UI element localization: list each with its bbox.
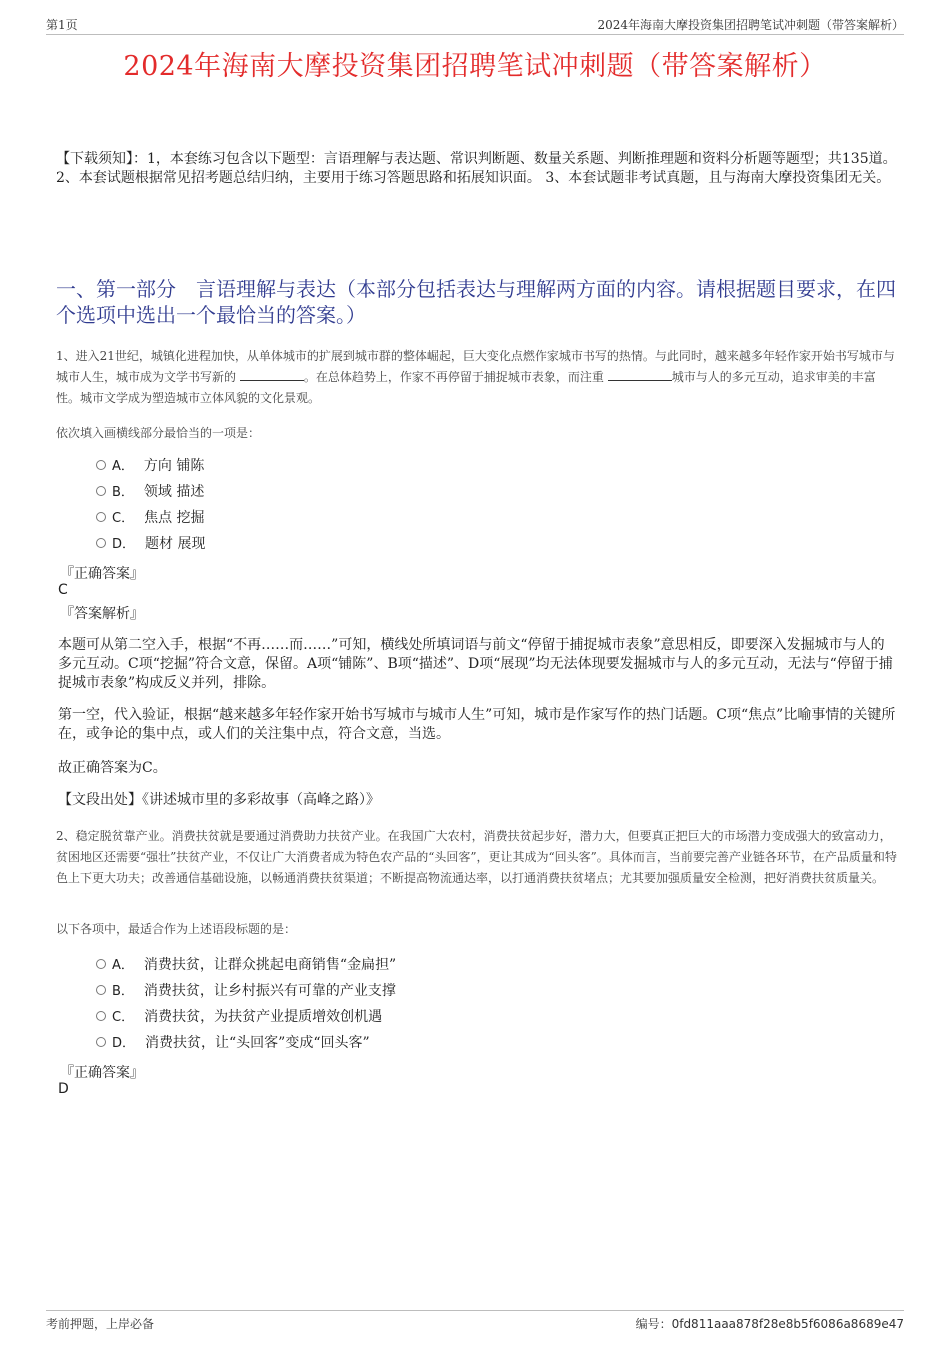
q2-answer-label: 『正确答案』	[60, 1065, 144, 1081]
q1-option-c[interactable]: C． 焦点 挖掘	[96, 508, 205, 528]
section-title: 一、第一部分 言语理解与表达（本部分包括表达与理解两方面的内容。请根据题目要求，在四个选项中选出一个最恰当的答案。）	[56, 277, 896, 327]
q1-analysis-para-2: 第一空，代入验证，根据“越来越多年轻作家开始书写城市与城市人生”可知，城市是作家写作的热门话题。C项“焦点”比喻事情的关键所在，或争论的集中点，或人们的关注集中点，符合文意，当选。	[58, 707, 896, 742]
download-notice: 【下载须知】：1，本套练习包含以下题型：言语理解与表达题、常识判断题、数量关系题、判断推理题和资料分析题等题型；共135道。 2、本套试题根据常见招考题总结归纳，主要用于练习答题思路和拓展知识面。 3、本套试题非考试真题，且与海南大摩投资集团无关。	[56, 151, 897, 186]
fill-blank-1	[240, 369, 304, 381]
q2-option-d[interactable]: D． 消费扶贫，让“头回客”变成“回头客”	[96, 1033, 370, 1053]
question-1-stem: 1、进入21世纪，城镇化进程加快，从单体城市的扩展到城市群的整体崛起，巨大变化点燃作家城市书写的热情。与此同时，越来越多年轻作家开始书写城市与城市人生，城市成为文学书写新的 。在总体趋势上，作家不再停留于捕捉城市表象，而注重 城市与人的多元互动，追求审美的丰富性。城市文学成为塑造城市立体风貌的文化景观。	[56, 349, 895, 405]
q1-analysis-conclusion: 故正确答案为C。	[58, 760, 167, 776]
q1-analysis-para-1: 本题可从第二空入手，根据“不再……而……”可知，横线处所填词语与前文“停留于捕捉城市表象”意思相反，即要深入发掘城市与人的多元互动。C项“挖掘”符合文意，保留。A项“铺陈”、B项“描述”、D项“展现”均无法体现要发掘城市与人的多元互动，无法与“停留于捕捉城市表象”构成反义并列，排除。	[58, 637, 893, 691]
question-2-prompt: 以下各项中，最适合作为上述语段标题的是：	[56, 922, 297, 936]
fill-blank-2	[608, 369, 672, 381]
q2-option-b[interactable]: B． 消费扶贫，让乡村振兴有可靠的产业支撑	[96, 981, 396, 1001]
q1-analysis-label: 『答案解析』	[60, 606, 144, 622]
page-number: 第1页	[46, 18, 78, 32]
radio-icon[interactable]	[96, 959, 106, 969]
q1-answer-label: 『正确答案』	[60, 566, 144, 582]
header-doc-title: 2024年海南大摩投资集团招聘笔试冲刺题（带答案解析）	[597, 18, 904, 32]
footer-slogan: 考前押题，上岸必备	[46, 1317, 155, 1331]
question-1-prompt: 依次填入画横线部分最恰当的一项是：	[56, 426, 261, 440]
radio-icon[interactable]	[96, 1011, 106, 1021]
q2-option-c[interactable]: C． 消费扶贫，为扶贫产业提质增效创机遇	[96, 1007, 382, 1027]
radio-icon[interactable]	[96, 985, 106, 995]
q1-source: 【文段出处】《讲述城市里的多彩故事（高峰之路）》	[58, 792, 380, 808]
page-header	[46, 14, 904, 35]
question-2-stem: 2、稳定脱贫靠产业。消费扶贫就是要通过消费助力扶贫产业。在我国广大农村，消费扶贫起步好，潜力大，但要真正把巨大的市场潜力变成强大的致富动力，贫困地区还需要“强壮”扶贫产业，不仅让广大消费者成为特色农产品的“头回客”，更让其成为“回头客”。具体而言，当前要完善产业链各环节，在产品质量和特色上下更大功夫；改善通信基础设施，以畅通消费扶贫渠道；不断提高物流通达率，以打通消费扶贫堵点；尤其要加强质量安全检测，把好消费扶贫质量关。	[56, 829, 897, 885]
radio-icon[interactable]	[96, 486, 106, 496]
q1-option-a[interactable]: A． 方向 铺陈	[96, 456, 204, 476]
radio-icon[interactable]	[96, 460, 106, 470]
page-footer	[46, 1310, 904, 1333]
radio-icon[interactable]	[96, 512, 106, 522]
q1-option-d[interactable]: D． 题材 展现	[96, 534, 205, 554]
q1-option-b[interactable]: B． 领域 描述	[96, 482, 204, 502]
radio-icon[interactable]	[96, 1037, 106, 1047]
footer-code: 编号：0fd811aaa878f28e8b5f6086a8689e47	[635, 1317, 904, 1331]
radio-icon[interactable]	[96, 538, 106, 548]
document-title: 2024年海南大摩投资集团招聘笔试冲刺题（带答案解析）	[123, 51, 827, 82]
q1-answer: C	[58, 582, 68, 598]
q2-option-a[interactable]: A． 消费扶贫，让群众挑起电商销售“金扁担”	[96, 955, 396, 975]
q2-answer: D	[58, 1081, 69, 1097]
